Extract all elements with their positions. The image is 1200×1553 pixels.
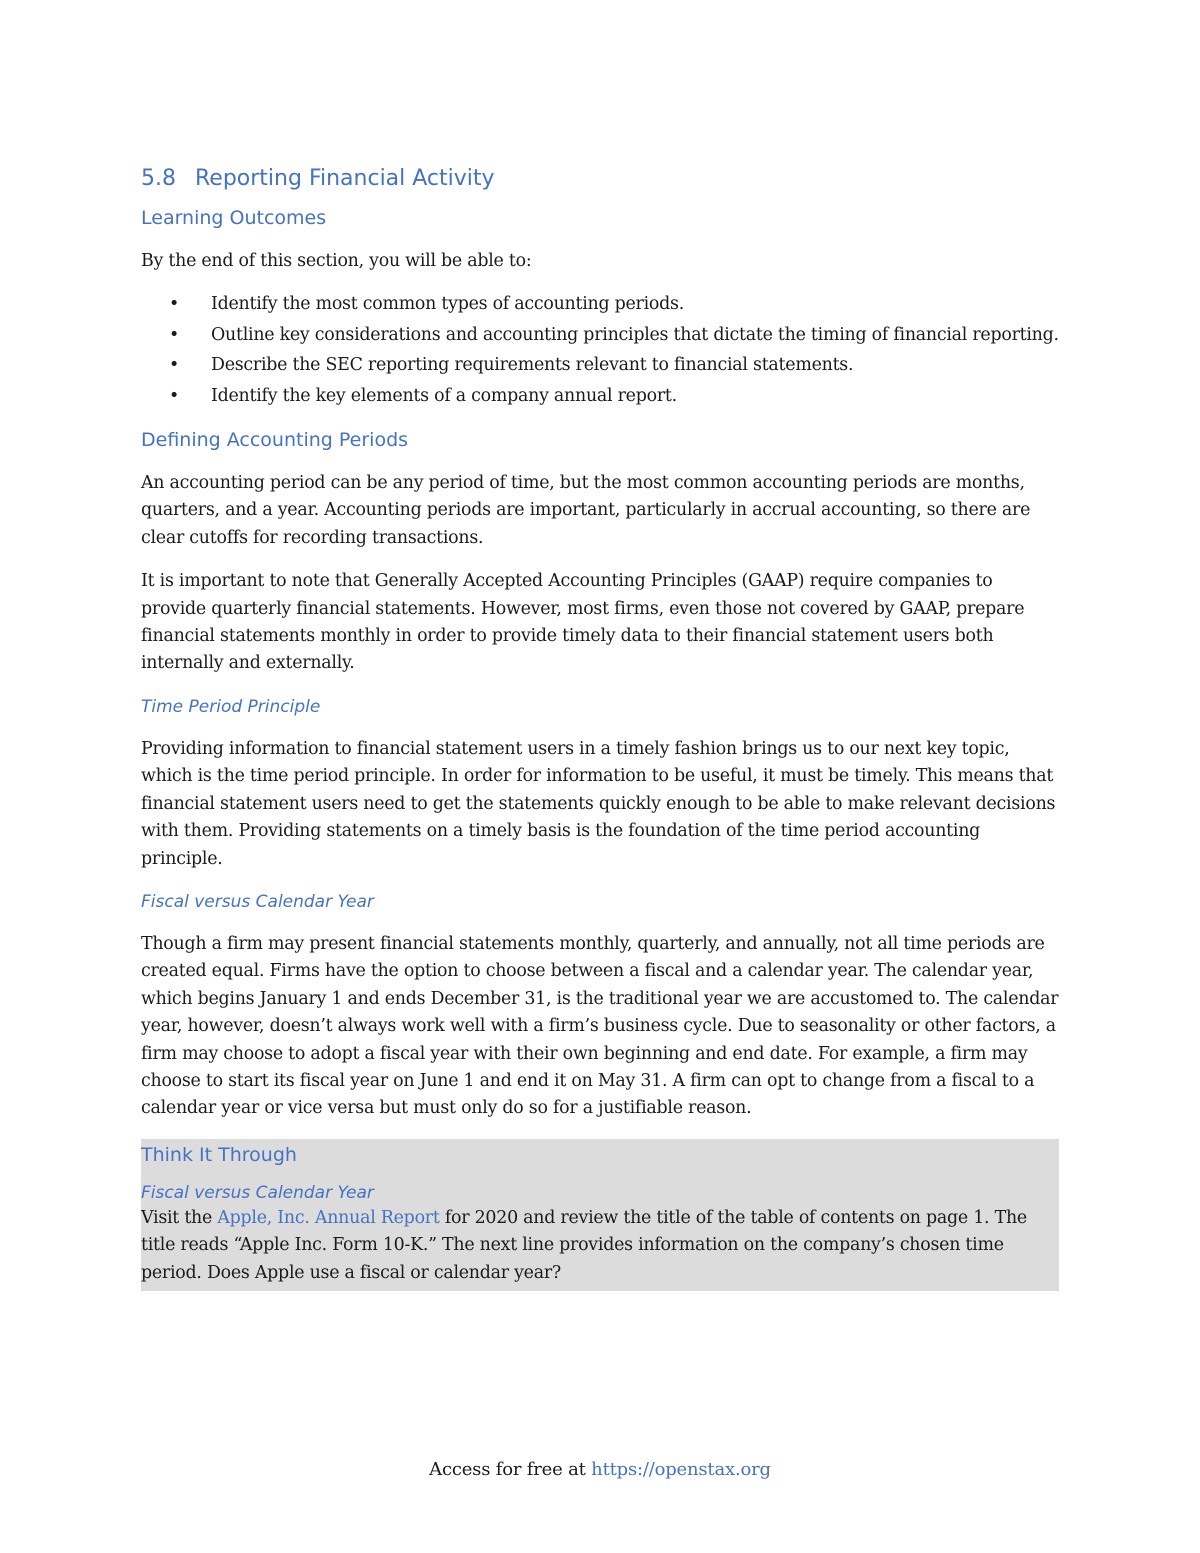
list-item-text: Identify the most common types of accounting periods. <box>211 294 684 315</box>
think-it-through-box <box>141 1139 1059 1291</box>
bullet-icon: • <box>169 294 180 315</box>
think-it-through-subheading: Fiscal versus Calendar Year <box>141 1182 374 1203</box>
time-period-paragraph: Providing information to financial statement users in a timely fashion brings us to our next key topic, which is the time period principle. In order for information to be useful, it must be timely. This means that financial statement users need to get the statements quickly enough to be able to make relevant decisions with them. Providing statements on a timely basis is the foundation of the time period accounting principle. <box>141 738 1056 869</box>
fiscal-calendar-paragraph: Though a firm may present financial statements monthly, quarterly, and annually, not all time periods are created equal. Firms have the option to choose between a fiscal and a calendar year. The calendar year, which begins January 1 and ends December 31, is the traditional year we are accustomed to. The calendar year, however, doesn’t always work well with a firm’s business cycle. Due to seasonality or other factors, a firm may choose to adopt a fiscal year with their own beginning and end date. For example, a firm may choose to start its fiscal year on June 1 and end it on May 31. A firm can opt to change from a fiscal to a calendar year or vice versa but must only do so for a justifiable reason. <box>141 933 1059 1119</box>
list-item <box>141 322 1059 349</box>
list-item-text: Describe the SEC reporting requirements relevant to financial statements. <box>211 355 854 376</box>
defining-periods-paragraph-2: It is important to note that Generally Accepted Accounting Principles (GAAP) require companies to provide quarterly financial statements. However, most firms, even those not covered by GAAP, prepare financial statements monthly in order to provide timely data to their financial statement users both internally and externally. <box>141 571 1025 674</box>
learning-outcomes-intro: By the end of this section, you will be able to: <box>141 251 532 271</box>
list-item-text: Identify the key elements of a company annual report. <box>211 385 677 406</box>
learning-outcomes-list <box>141 291 1059 410</box>
time-period-heading: Time Period Principle <box>141 696 321 717</box>
bullet-icon: • <box>169 385 180 406</box>
list-item-text: Outline key considerations and accounting principles that dictate the timing of financial reporting. <box>211 324 1059 345</box>
callout-text-after: for 2020 and review the title of the table of contents on page 1. The title reads “Apple Inc. Form 10-K.” The next line provides information on the company’s chosen time period. Does Apple use a fiscal or calendar year? <box>141 1207 1027 1283</box>
think-it-through-paragraph <box>141 1205 1059 1289</box>
bullet-icon: • <box>169 355 180 376</box>
section-number: 5.8 <box>141 166 176 191</box>
list-item <box>141 291 1059 318</box>
document-page <box>141 162 1059 1291</box>
bullet-icon: • <box>169 324 180 345</box>
defining-periods-paragraph-1: An accounting period can be any period of time, but the most common accounting periods are months, quarters, and a year. Accounting periods are important, particularly in accrual accounting, so there are clear cutoffs for recording transactions. <box>141 473 1031 548</box>
callout-text-before: Visit the <box>141 1207 218 1228</box>
section-title <box>141 162 1059 196</box>
think-it-through-heading: Think It Through <box>141 1143 297 1166</box>
list-item <box>141 352 1059 379</box>
openstax-link[interactable]: https://openstax.org <box>591 1459 771 1480</box>
apple-annual-report-link[interactable]: Apple, Inc. Annual Report <box>217 1207 440 1228</box>
fiscal-calendar-heading: Fiscal versus Calendar Year <box>141 891 374 912</box>
defining-periods-heading: Defining Accounting Periods <box>141 429 409 452</box>
learning-outcomes-heading: Learning Outcomes <box>141 207 327 229</box>
footer-text: Access for free at <box>429 1459 592 1480</box>
page-footer <box>0 1456 1200 1484</box>
list-item <box>141 383 1059 410</box>
section-title-text: Reporting Financial Activity <box>195 166 495 191</box>
